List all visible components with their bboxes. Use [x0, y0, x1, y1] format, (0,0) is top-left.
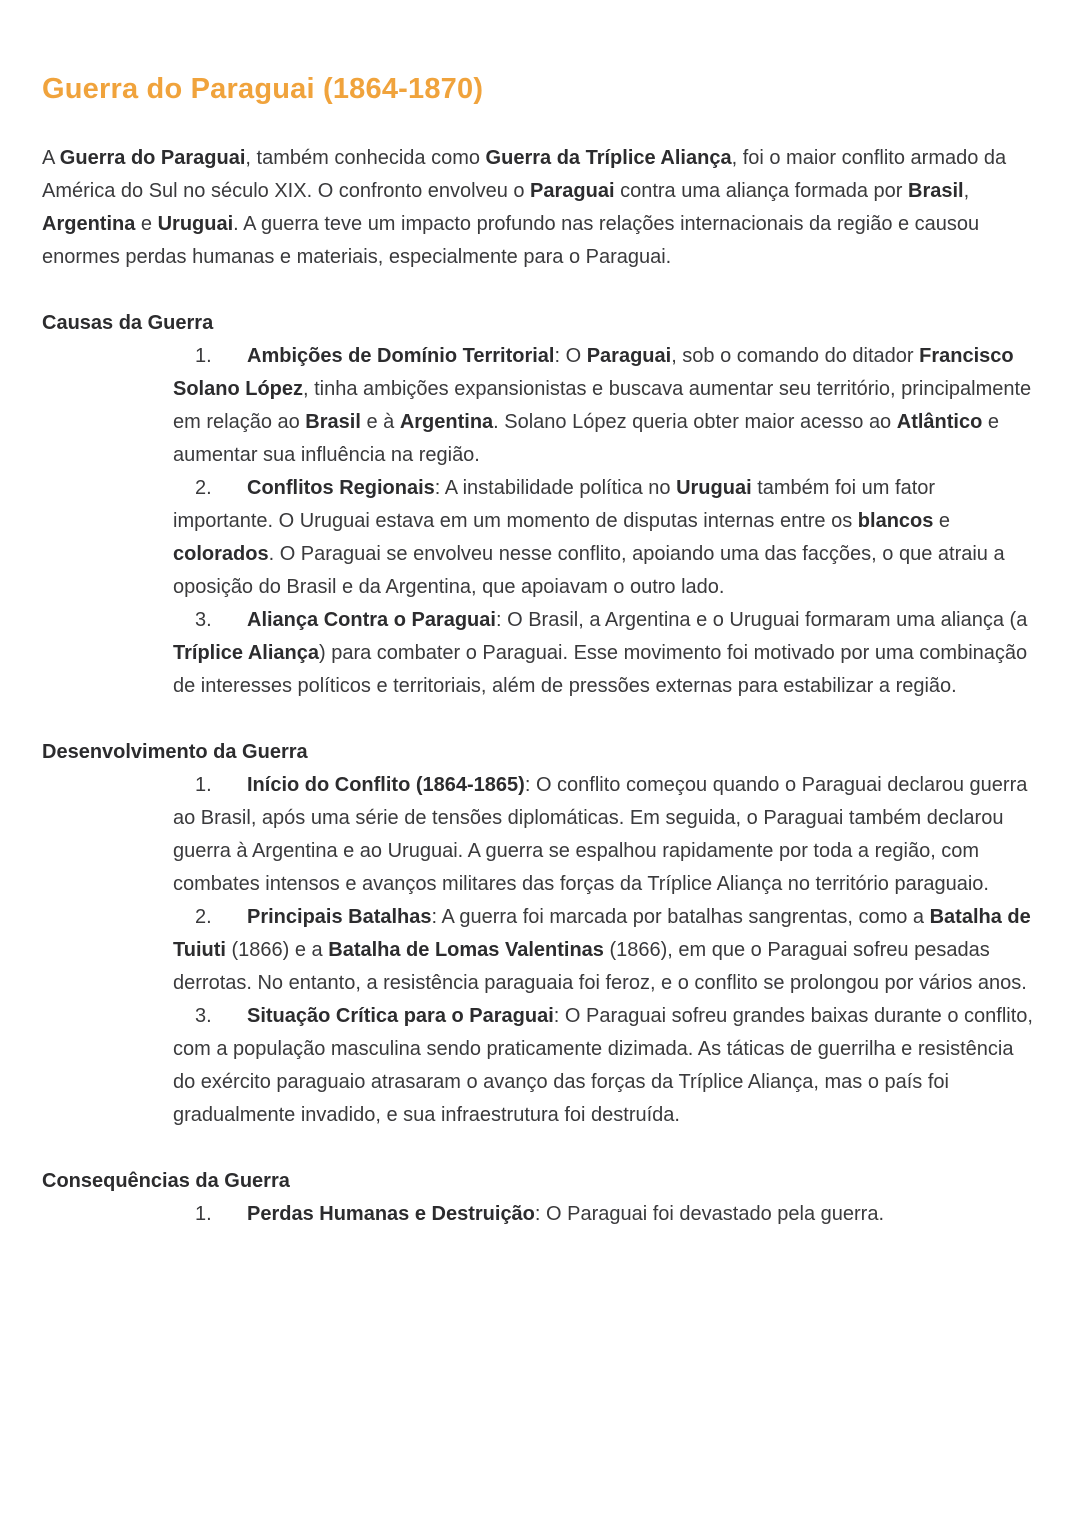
list-item — [42, 1198, 1034, 1231]
text-run: , também conhecida como — [245, 147, 486, 169]
text-run: : O Brasil, a Argentina e o Uruguai formaram uma aliança (a — [495, 609, 1028, 631]
text-run: ) para combater o Paraguai. Esse movimento foi motivado por uma combinação de interesses políticos e territoriais, além de pressões externas para estabilizar a região. — [173, 642, 1028, 697]
text-run: e aumentar sua influência na região. — [173, 411, 999, 466]
page-title: Guerra do Paraguai (1864-1870) — [42, 73, 484, 105]
text-run: : O Paraguai foi devastado pela guerra. — [534, 1203, 885, 1225]
text-run: . Solano López queria obter maior acesso ao — [493, 411, 897, 433]
bold-text-run: Uruguai — [157, 213, 234, 235]
list-item-text — [173, 609, 1027, 697]
bold-text-run: Paraguai — [530, 180, 615, 202]
list-item-number: 3. — [195, 1005, 212, 1027]
bold-text-run: Guerra da Tríplice Aliança — [485, 147, 732, 169]
section-heading: Desenvolvimento da Guerra — [42, 741, 308, 763]
bold-text-run: Francisco Solano López — [173, 345, 1014, 400]
list-item-number: 1. — [195, 1203, 212, 1225]
bold-text-run: Brasil — [305, 411, 361, 433]
text-run: e à — [360, 411, 400, 433]
bold-text-run: Argentina — [399, 411, 494, 433]
text-run: e — [933, 510, 951, 532]
text-run: : A guerra foi marcada por batalhas sangrentas, como a — [431, 906, 930, 928]
bold-text-run: Perdas Humanas e Destruição — [247, 1203, 535, 1225]
bold-text-run: Início do Conflito (1864-1865) — [247, 774, 525, 796]
text-run: : O — [554, 345, 587, 367]
text-run: também foi um fator importante. O Uruguai estava em um momento de disputas internas entre os — [173, 477, 936, 532]
list-item-number: 2. — [195, 906, 212, 928]
numbered-list — [42, 340, 1034, 703]
text-run: : O conflito começou quando o Paraguai declarou guerra ao Brasil, após uma série de tensões diplomáticas. Em seguida, o Paraguai também declarou guerra à Argentina e ao Uruguai. A guerra se espalhou rapidamente por toda a região, com combates intensos e avanços militares das forças da Tríplice Aliança no território paraguaio. — [173, 774, 1028, 895]
list-item — [42, 769, 1034, 901]
list-item-text — [173, 774, 1027, 895]
bold-text-run: Guerra do Paraguai — [59, 147, 246, 169]
list-item-text — [173, 1005, 1033, 1126]
text-run: , tinha ambições expansionistas e buscava aumentar seu território, principalmente em relação ao — [173, 378, 1032, 433]
text-run: : A instabilidade política no — [434, 477, 677, 499]
text-run: , foi o maior conflito armado da América do Sul no século XIX. O confronto envolveu o — [42, 147, 1007, 202]
list-item-number: 1. — [195, 345, 212, 367]
numbered-list — [42, 1198, 1034, 1231]
bold-text-run: Principais Batalhas — [247, 906, 432, 928]
list-item — [42, 604, 1034, 703]
list-item — [42, 901, 1034, 1000]
intro-paragraph — [42, 142, 1034, 274]
text-run: . A guerra teve um impacto profundo nas relações internacionais da região e causou enormes perdas humanas e materiais, especialmente para o Paraguai. — [42, 213, 980, 268]
list-item-number: 3. — [195, 609, 212, 631]
list-item-text — [247, 1203, 884, 1225]
bold-text-run: Uruguai — [676, 477, 752, 499]
text-run: contra uma aliança formada por — [614, 180, 909, 202]
text-run: A — [42, 147, 60, 169]
bold-text-run: Argentina — [42, 213, 136, 235]
text-run: e — [135, 213, 158, 235]
section-causas-da-guerra — [42, 307, 1034, 703]
list-item — [42, 340, 1034, 472]
list-item-text — [173, 477, 1005, 598]
text-run: , sob o comando do ditador — [671, 345, 920, 367]
bold-text-run: Batalha de Tuiuti — [173, 906, 1031, 961]
bold-text-run: Batalha de Lomas Valentinas — [328, 939, 604, 961]
bold-text-run: Atlântico — [896, 411, 983, 433]
numbered-list — [42, 769, 1034, 1132]
list-item — [42, 472, 1034, 604]
bold-text-run: Situação Crítica para o Paraguai — [247, 1005, 554, 1027]
text-run: (1866), em que o Paraguai sofreu pesadas derrotas. No entanto, a resistência paraguaia foi feroz, e o conflito se prolongou por vários anos. — [173, 939, 1027, 994]
bold-text-run: colorados — [173, 543, 269, 565]
bold-text-run: Ambições de Domínio Territorial — [247, 345, 555, 367]
list-item-text — [173, 345, 1031, 466]
list-item-number: 2. — [195, 477, 212, 499]
text-run: : O Paraguai sofreu grandes baixas durante o conflito, com a população masculina sendo praticamente dizimada. As táticas de guerrilha e resistência do exército paraguaio atrasaram o avanço das forças da Tríplice Aliança, mas o país foi gradualmente invadido, e sua infraestrutura foi destruída. — [173, 1005, 1033, 1126]
text-run: . O Paraguai se envolveu nesse conflito, apoiando uma das facções, o que atraiu a oposição do Brasil e da Argentina, que apoiavam o outro lado. — [173, 543, 1005, 598]
text-run: (1866) e a — [225, 939, 329, 961]
list-item-number: 1. — [195, 774, 212, 796]
list-item-text — [173, 906, 1031, 994]
text-run: , — [963, 180, 970, 202]
section-heading: Consequências da Guerra — [42, 1170, 290, 1192]
bold-text-run: Brasil — [908, 180, 964, 202]
section-desenvolvimento-da-guerra — [42, 736, 1034, 1132]
section-heading: Causas da Guerra — [42, 312, 214, 334]
bold-text-run: Paraguai — [586, 345, 672, 367]
section-consequencias-da-guerra — [42, 1165, 1034, 1231]
bold-text-run: blancos — [857, 510, 934, 532]
bold-text-run: Aliança Contra o Paraguai — [247, 609, 496, 631]
bold-text-run: Tríplice Aliança — [173, 642, 319, 664]
bold-text-run: Conflitos Regionais — [247, 477, 435, 499]
list-item — [42, 1000, 1034, 1132]
